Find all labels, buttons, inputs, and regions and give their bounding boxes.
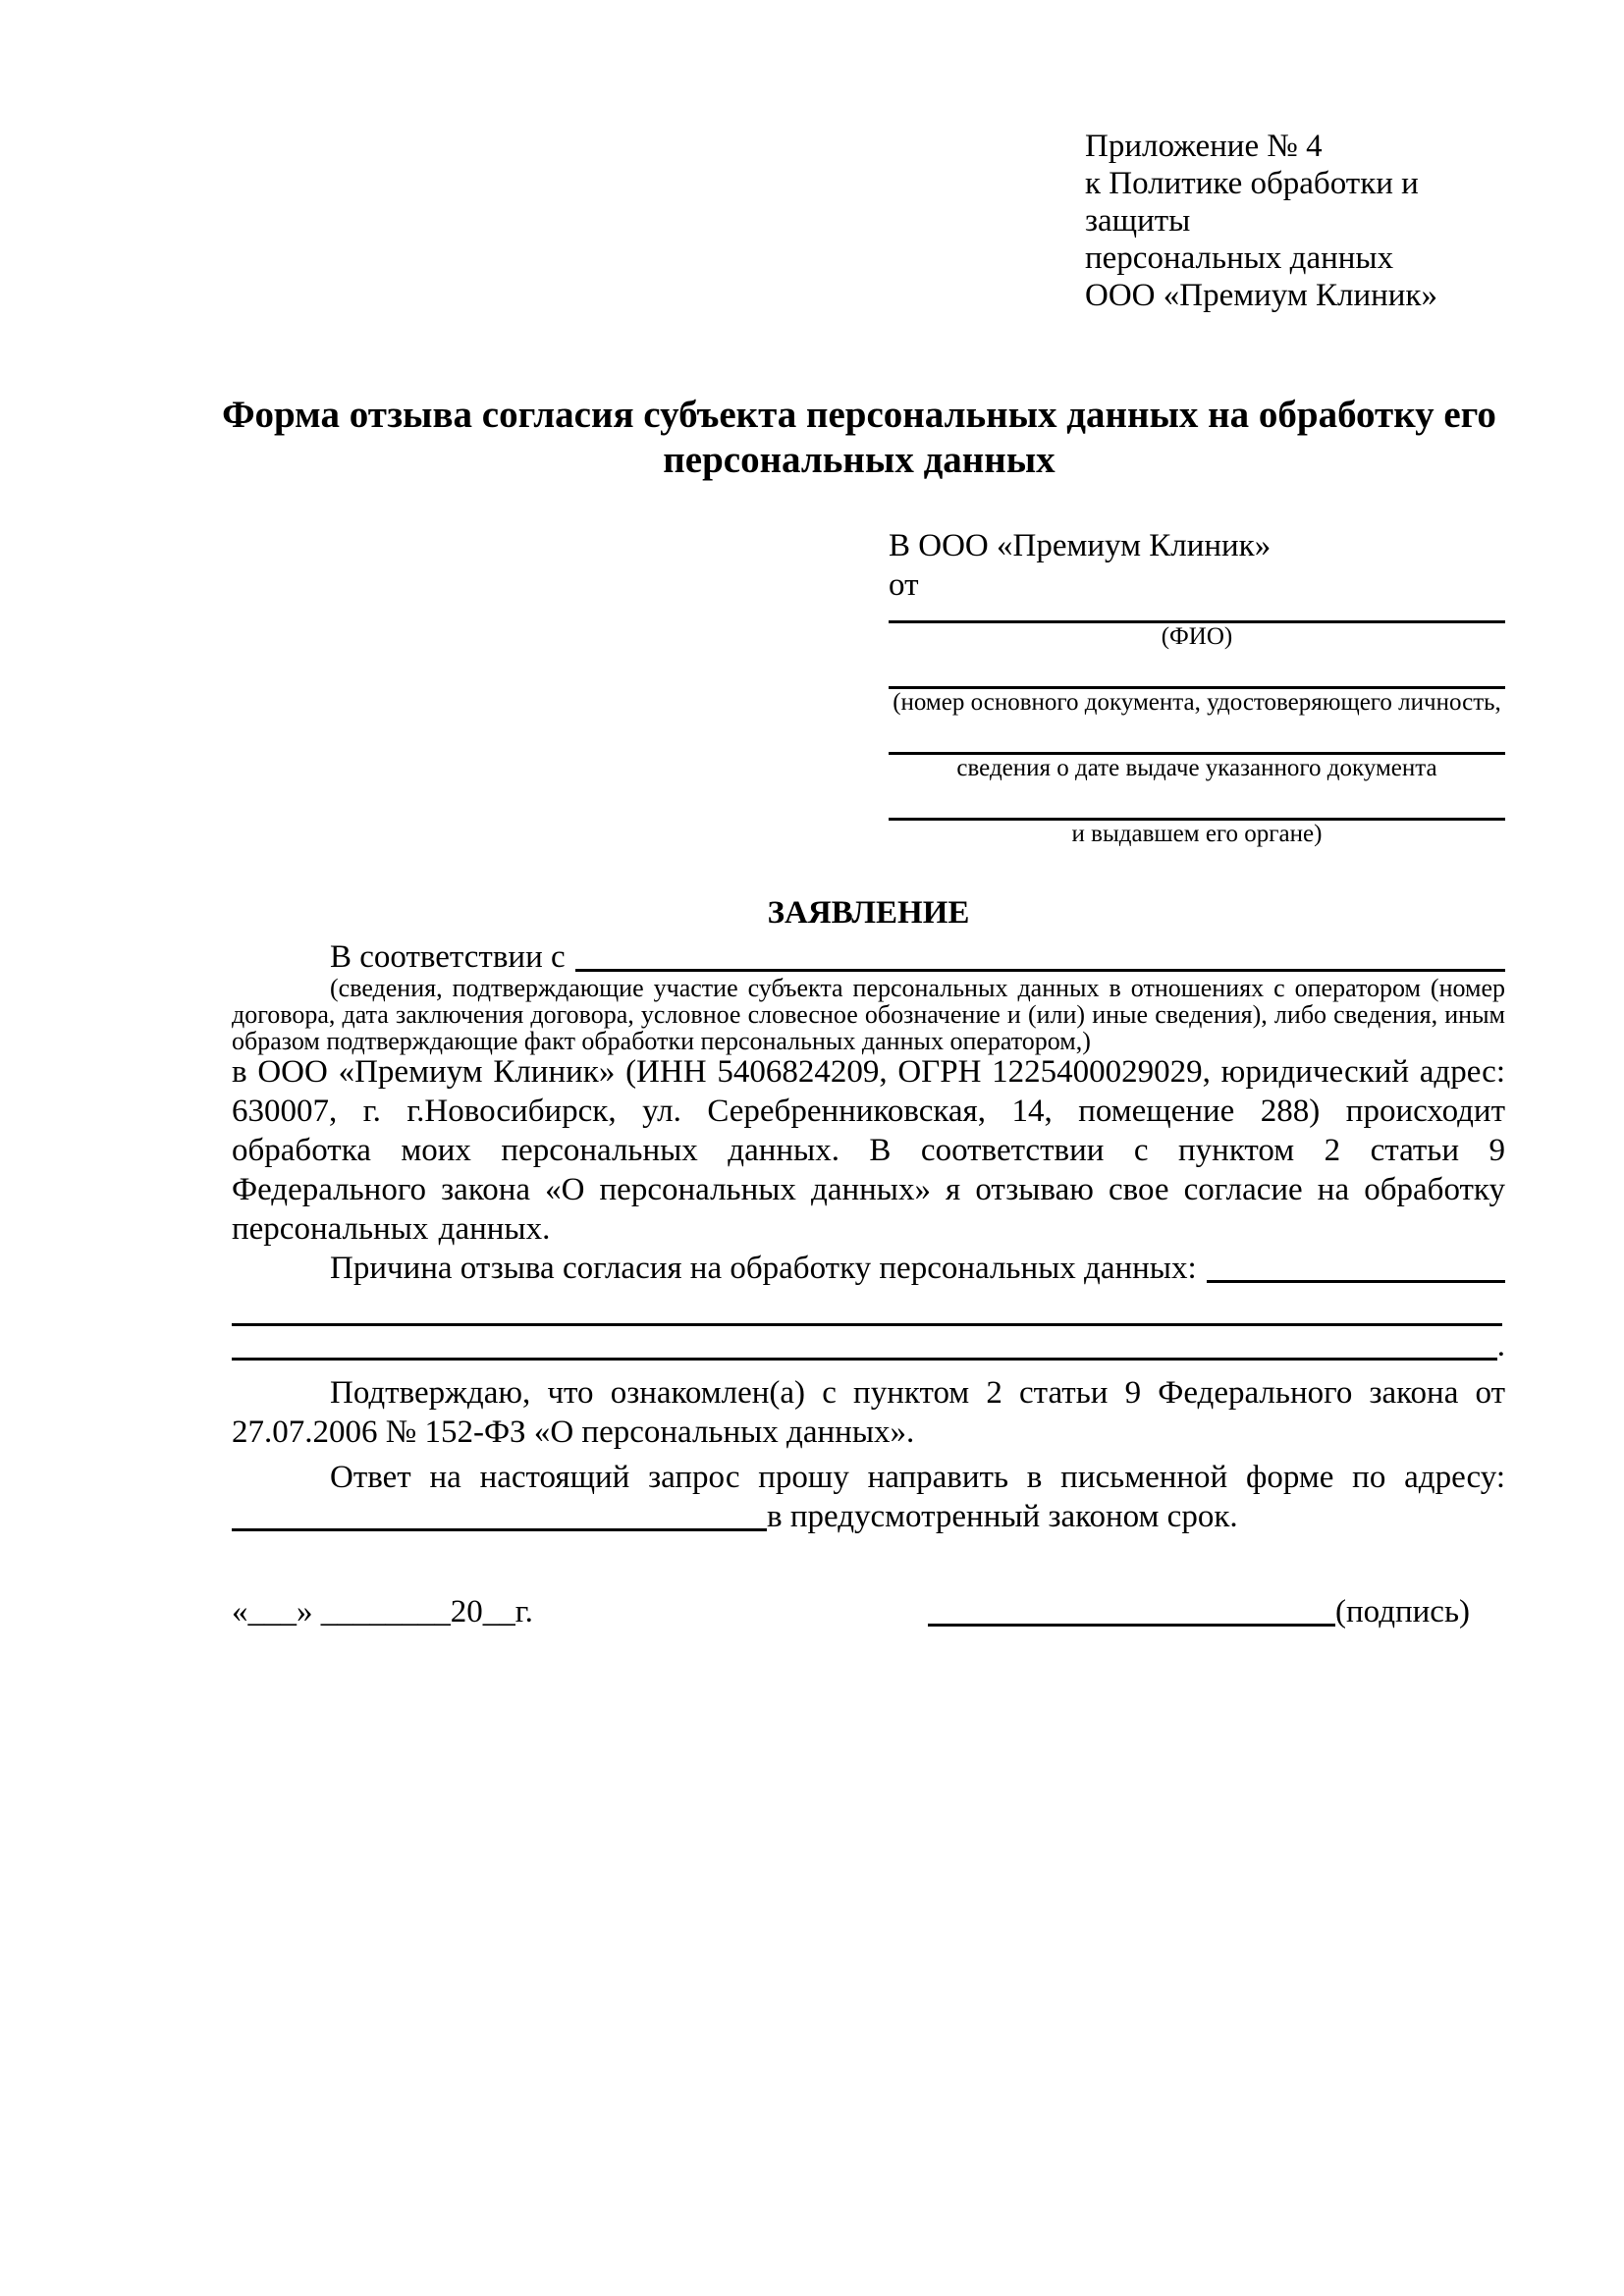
signature-blank-line bbox=[928, 1592, 1335, 1627]
address-blank-line bbox=[232, 1497, 767, 1531]
reason-blank-line-3-row bbox=[232, 1326, 1505, 1365]
date-blank: «___» ________20__г. bbox=[232, 1594, 533, 1629]
basis-blank-line bbox=[575, 937, 1505, 972]
issuing-authority-field bbox=[889, 781, 1505, 847]
reason-row bbox=[232, 1249, 1505, 1288]
statement-heading: ЗАЯВЛЕНИЕ bbox=[767, 895, 970, 931]
fio-caption: (ФИО) bbox=[1161, 623, 1233, 650]
recipient-block bbox=[889, 526, 1505, 847]
fio-field bbox=[889, 605, 1505, 650]
reason-blank-line-1 bbox=[1207, 1249, 1505, 1283]
issue-date-caption: сведения о дате выдаче указанного документа bbox=[956, 755, 1437, 781]
reply-address-row bbox=[232, 1497, 1505, 1536]
basis-row bbox=[232, 937, 1505, 977]
appendix-line: Приложение № 4 bbox=[1085, 129, 1323, 164]
signature-group bbox=[928, 1592, 1470, 1631]
recipient-to: В ООО «Премиум Клиник» bbox=[889, 528, 1272, 563]
form-title: Форма отзыва согласия субъекта персональных данных на обработку его персональных данных bbox=[222, 394, 1496, 481]
issuing-authority-caption: и выдавшем его органе) bbox=[1071, 821, 1323, 847]
appendix-line: к Политике обработки и защиты bbox=[1085, 166, 1419, 239]
issue-date-field bbox=[889, 716, 1505, 781]
issuing-authority-blank-line bbox=[889, 781, 1505, 821]
document-number-field bbox=[889, 650, 1505, 716]
document-number-caption: (номер основного документа, удостоверяющего личность, bbox=[893, 689, 1501, 716]
reply-request-paragraph: Ответ на настоящий запрос прошу направить в письменной форме по адресу: bbox=[330, 1460, 1505, 1495]
reason-label: Причина отзыва согласия на обработку персональных данных: bbox=[330, 1251, 1197, 1286]
document-number-blank-line bbox=[889, 650, 1505, 689]
issue-date-blank-line bbox=[889, 716, 1505, 755]
signature-caption: (подпись) bbox=[1335, 1594, 1470, 1629]
reply-tail: в предусмотренный законом срок. bbox=[767, 1499, 1238, 1534]
appendix-note bbox=[1085, 128, 1517, 314]
confirmation-paragraph: Подтверждаю, что ознакомлен(а) с пунктом 2 статьи 9 Федерального закона от 27.07.2006 № 152-ФЗ «О персональных данных». bbox=[232, 1375, 1505, 1450]
fio-blank-line bbox=[889, 605, 1505, 623]
statement-body: в ООО «Премиум Клиник» (ИНН 5406824209, ОГРН 1225400029029, юридический адрес: 630007, г. г.Новосибирск, ул. Серебренниковская, 14, помещение 288) происходит обработка моих персональных данных. В соответствии с пунктом 2 статьи 9 Федерального закона «О персональных данных» я отзываю свое согласие на обработку персональных данных. bbox=[232, 1054, 1505, 1247]
appendix-line: персональных данных bbox=[1085, 240, 1394, 276]
recipient-from-label: от bbox=[889, 567, 919, 603]
reason-blank-line-3 bbox=[232, 1326, 1497, 1361]
reason-blank-line-2 bbox=[232, 1288, 1502, 1326]
appendix-line: ООО «Премиум Клиник» bbox=[1085, 278, 1437, 313]
reason-period: . bbox=[1496, 1328, 1505, 1363]
basis-label: В соответствии с bbox=[330, 939, 566, 975]
basis-fine-print: (сведения, подтверждающие участие субъекта персональных данных в отношениях с оператором (номер договора, дата заключения договора, условное словесное обозначение и (или) иные сведения), либо сведения, иным образом подтверждающие факт обработки персональных данных оператором,) bbox=[232, 974, 1505, 1055]
